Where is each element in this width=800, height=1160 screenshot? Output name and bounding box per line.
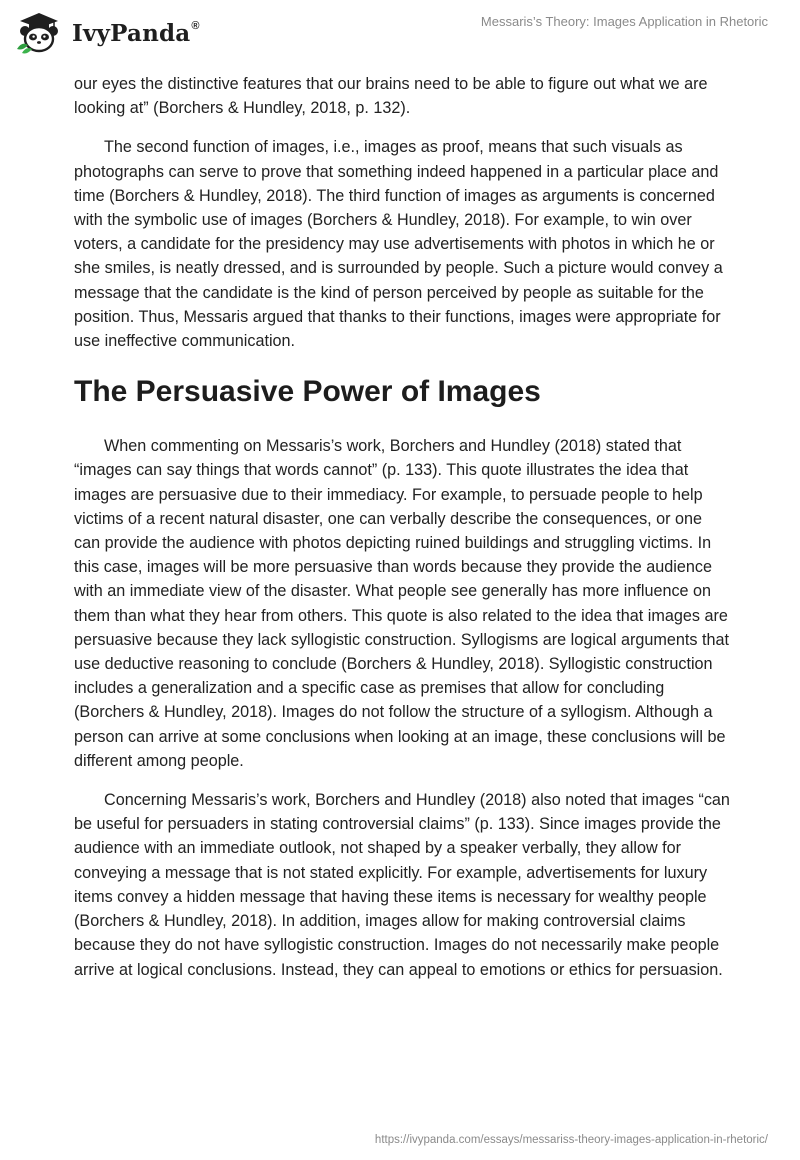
ivypanda-logo[interactable] [14,9,200,55]
paragraph-controversial-claims: Concerning Messaris’s work, Borchers and Hundley (2018) also noted that images “can be useful for persuaders in stating controversial claims” (p. 133). Since images provide the audience with an immediate outlook, not shaped by a speaker verbally, they allow for conveying a message that is not stated explicitly. For example, advertisements for luxury items convey a hidden message that having these items is necessary for wealthy people (Borchers & Hundley, 2018). In addition, images allow for making controversial claims because they do not have syllogistic construction. Images do not necessarily make people arrive at logical conclusions. Instead, they can appeal to emotions or ethics for persuasion. [74,791,730,979]
page-header [0,0,800,62]
paragraph-continued: our eyes the distinctive features that our brains need to be able to figure out what we are looking at” (Borchers & Hundley, 2018, p. 132). [74,75,708,118]
registered-mark: ® [191,19,200,32]
source-url[interactable]: https://ivypanda.com/essays/messariss-theory-images-application-in-rhetoric/ [374,1134,768,1146]
document-title: Messaris’s Theory: Images Application in Rhetoric [480,14,768,29]
brand-name: IvyPanda® [72,19,200,47]
section-heading: The Persuasive Power of Images [74,375,541,409]
paragraph-persuasive-power: When commenting on Messaris’s work, Borchers and Hundley (2018) stated that “images can say things that words cannot” (p. 133). This quote illustrates the idea that images are persuasive due to their immediacy. For example, to persuade people to help victims of a recent natural disaster, one can verbally describe the consequences, or one can provide the audience with photos depicting ruined buildings and struggling victims. In this case, images will be more persuasive than words because they provide the audience with an immediate view of the disaster. What people see generally has more influence on them than what they hear from others. This quote is also related to the idea that images are persuasive because they lack syllogistic construction. Syllogisms are logical arguments that use deductive reasoning to conclude (Borchers & Hundley, 2018). Syllogistic construction includes a generalization and a specific case as premises that allow for concluding (Borchers & Hundley, 2018). Images do not follow the structure of a syllogism. Although a person can arrive at some conclusions when looking at an image, these conclusions will be different among people. [74,437,730,770]
paragraph-image-functions: The second function of images, i.e., images as proof, means that such visuals as photographs can serve to prove that something indeed happened in a particular place and time (Borchers & Hundley, 2018). The third function of images as arguments is concerned with the symbolic use of images (Borchers & Hundley, 2018). For example, to win over voters, a candidate for the presidency may use advertisements with photos in which he or she smiles, is neatly dressed, and is surrounded by people. Such a picture would convey a message that the candidate is the kind of person perceived by people as suitable for the position. Thus, Messaris argued that thanks to their functions, images were appropriate for use ineffective communication. [74,138,723,351]
panda-graduate-icon [14,9,64,55]
essay-body [74,72,730,982]
